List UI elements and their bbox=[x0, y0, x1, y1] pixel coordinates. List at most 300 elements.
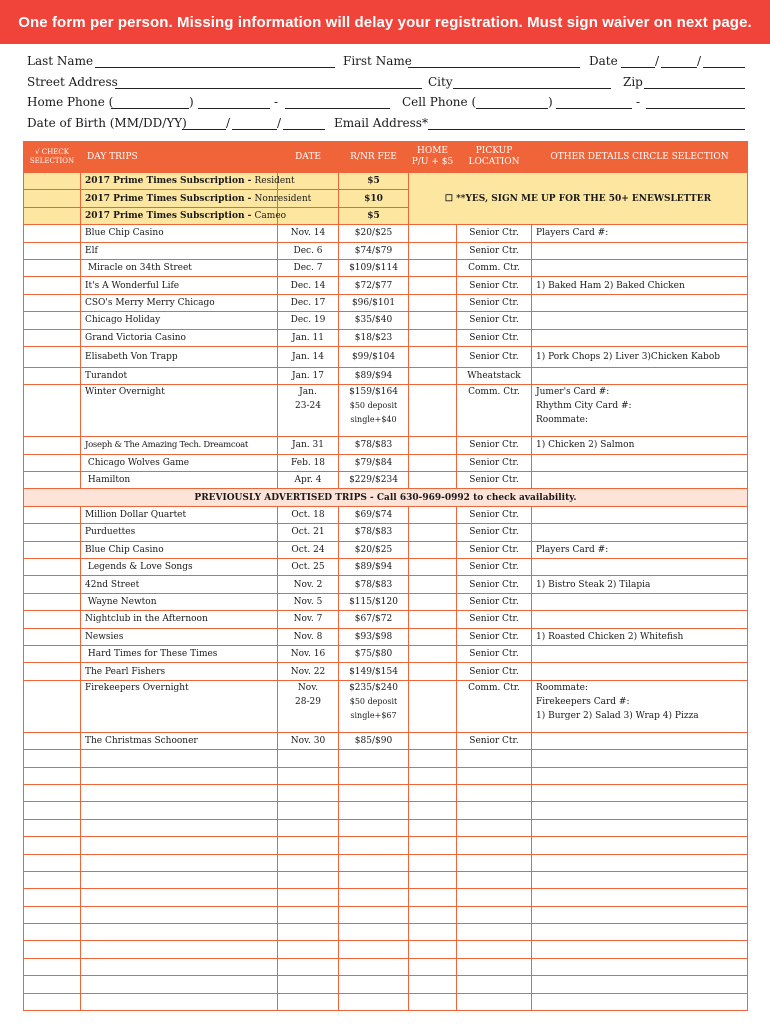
date-cell: Nov. 22 bbox=[278, 663, 339, 680]
date-cell: Feb. 18 bbox=[278, 454, 339, 471]
blank-cell[interactable] bbox=[24, 802, 81, 819]
previous-trips-banner-row bbox=[24, 489, 748, 506]
check-cell[interactable] bbox=[24, 645, 81, 662]
blank-cell[interactable] bbox=[409, 976, 457, 993]
details-cell[interactable]: Roommate: Firekeepers Card #: 1) Burger 2) Salad 3) Wrap 4) Pizza bbox=[532, 680, 748, 732]
blank-cell[interactable] bbox=[24, 958, 81, 975]
blank-rows bbox=[24, 750, 748, 1011]
blank-cell[interactable] bbox=[409, 906, 457, 923]
blank-cell[interactable] bbox=[278, 854, 339, 871]
check-cell[interactable] bbox=[24, 628, 81, 645]
blank-cell[interactable] bbox=[532, 750, 748, 767]
date-cell: Dec. 14 bbox=[278, 277, 339, 294]
blank-cell[interactable] bbox=[24, 767, 81, 784]
blank-cell[interactable] bbox=[24, 906, 81, 923]
details-cell[interactable]: Players Card #: bbox=[532, 541, 748, 558]
blank-cell[interactable] bbox=[409, 889, 457, 906]
check-cell[interactable] bbox=[24, 294, 81, 311]
date-cell: Jan. 11 bbox=[278, 329, 339, 346]
home-pickup-cell[interactable] bbox=[409, 437, 457, 454]
blank-cell[interactable] bbox=[457, 837, 532, 854]
blank-cell[interactable] bbox=[339, 854, 409, 871]
address-row bbox=[27, 75, 745, 91]
fee-cell: $229/$234 bbox=[339, 472, 409, 489]
home-pickup-cell[interactable] bbox=[409, 559, 457, 576]
home-pickup-cell[interactable] bbox=[409, 225, 457, 242]
table-row bbox=[24, 541, 748, 558]
blank-cell[interactable] bbox=[81, 837, 278, 854]
blank-cell[interactable] bbox=[457, 889, 532, 906]
check-cell[interactable] bbox=[24, 541, 81, 558]
home-pickup-cell[interactable] bbox=[409, 576, 457, 593]
check-cell[interactable] bbox=[24, 312, 81, 329]
date-cell: Nov. 28-29 bbox=[278, 680, 339, 732]
previous-trips-banner: PREVIOUSLY ADVERTISED TRIPS - Call 630-969-0992 to check availability. bbox=[24, 489, 748, 506]
header-home-pickup: HOME P/U + $5 bbox=[409, 142, 457, 173]
date-cell: Nov. 8 bbox=[278, 628, 339, 645]
blank-cell[interactable] bbox=[339, 993, 409, 1010]
blank-cell[interactable] bbox=[339, 871, 409, 888]
blank-cell[interactable] bbox=[24, 819, 81, 836]
check-cell[interactable] bbox=[24, 173, 81, 190]
details-cell[interactable]: 1) Pork Chops 2) Liver 3)Chicken Kabob bbox=[532, 346, 748, 367]
check-cell[interactable] bbox=[24, 329, 81, 346]
trip-name: Legends & Love Songs bbox=[81, 559, 278, 576]
pickup-cell: Senior Ctr. bbox=[457, 541, 532, 558]
check-cell[interactable] bbox=[24, 242, 81, 259]
details-cell[interactable]: 1) Bistro Steak 2) Tilapia bbox=[532, 576, 748, 593]
blank-cell[interactable] bbox=[409, 993, 457, 1010]
check-cell[interactable] bbox=[24, 207, 81, 224]
blank-cell[interactable] bbox=[339, 750, 409, 767]
email-label: Email Address* bbox=[334, 116, 428, 130]
table-row bbox=[24, 559, 748, 576]
blank-cell[interactable] bbox=[339, 941, 409, 958]
details-cell[interactable]: Players Card #: bbox=[532, 225, 748, 242]
blank-cell[interactable] bbox=[278, 941, 339, 958]
header-check: √ CHECK SELECTION bbox=[24, 142, 81, 173]
blank-cell[interactable] bbox=[24, 750, 81, 767]
check-cell[interactable] bbox=[24, 524, 81, 541]
blank-cell[interactable] bbox=[278, 976, 339, 993]
check-cell[interactable] bbox=[24, 277, 81, 294]
blank-cell[interactable] bbox=[81, 767, 278, 784]
table-row bbox=[24, 329, 748, 346]
blank-cell[interactable] bbox=[409, 767, 457, 784]
blank-cell[interactable] bbox=[457, 854, 532, 871]
fee-cell: $115/$120 bbox=[339, 593, 409, 610]
blank-cell[interactable] bbox=[457, 941, 532, 958]
blank-cell[interactable] bbox=[24, 871, 81, 888]
first-name-field[interactable] bbox=[408, 67, 580, 68]
check-cell[interactable] bbox=[24, 663, 81, 680]
blank-cell[interactable] bbox=[339, 976, 409, 993]
blank-cell[interactable] bbox=[532, 958, 748, 975]
fee-cell: $10 bbox=[339, 190, 409, 207]
blank-cell[interactable] bbox=[81, 993, 278, 1010]
home-pickup-cell[interactable] bbox=[409, 680, 457, 732]
last-name-field[interactable] bbox=[95, 67, 335, 68]
details-cell[interactable] bbox=[532, 645, 748, 662]
blank-cell[interactable] bbox=[81, 802, 278, 819]
blank-cell[interactable] bbox=[339, 889, 409, 906]
trip-name: Elf bbox=[81, 242, 278, 259]
check-cell[interactable] bbox=[24, 611, 81, 628]
blank-cell[interactable] bbox=[339, 784, 409, 801]
check-cell[interactable] bbox=[24, 190, 81, 207]
fee-cell: $93/$98 bbox=[339, 628, 409, 645]
date-cell: Apr. 4 bbox=[278, 472, 339, 489]
pickup-cell: Senior Ctr. bbox=[457, 524, 532, 541]
blank-cell[interactable] bbox=[24, 924, 81, 941]
home-pickup-cell[interactable] bbox=[409, 242, 457, 259]
blank-cell[interactable] bbox=[24, 993, 81, 1010]
details-cell[interactable] bbox=[532, 367, 748, 384]
check-cell[interactable] bbox=[24, 346, 81, 367]
home-pickup-cell[interactable] bbox=[409, 628, 457, 645]
email-field[interactable] bbox=[428, 129, 745, 130]
check-cell[interactable] bbox=[24, 732, 81, 749]
home-pickup-cell[interactable] bbox=[409, 454, 457, 471]
check-cell[interactable] bbox=[24, 506, 81, 523]
blank-cell[interactable] bbox=[81, 958, 278, 975]
home-pickup-cell[interactable] bbox=[409, 312, 457, 329]
trip-name: The Christmas Schooner bbox=[81, 732, 278, 749]
blank-cell[interactable] bbox=[81, 889, 278, 906]
blank-cell[interactable] bbox=[409, 819, 457, 836]
home-pickup-cell[interactable] bbox=[409, 329, 457, 346]
zip-label: Zip bbox=[623, 75, 643, 89]
blank-cell[interactable] bbox=[532, 767, 748, 784]
trip-name: Nightclub in the Afternoon bbox=[81, 611, 278, 628]
street-field[interactable] bbox=[115, 88, 422, 89]
blank-cell[interactable] bbox=[457, 819, 532, 836]
home-pickup-cell[interactable] bbox=[409, 385, 457, 437]
home-pickup-cell[interactable] bbox=[409, 611, 457, 628]
blank-cell[interactable] bbox=[457, 993, 532, 1010]
home-phone-prefix-field[interactable] bbox=[198, 108, 270, 109]
newsletter-signup[interactable]: ☐ **YES, SIGN ME UP FOR THE 50+ ENEWSLETTER bbox=[409, 173, 748, 225]
blank-cell[interactable] bbox=[339, 819, 409, 836]
blank-cell[interactable] bbox=[409, 871, 457, 888]
date-month-field[interactable] bbox=[621, 67, 655, 68]
home-pickup-cell[interactable] bbox=[409, 506, 457, 523]
blank-cell[interactable] bbox=[532, 871, 748, 888]
pickup-cell: Senior Ctr. bbox=[457, 454, 532, 471]
details-cell[interactable] bbox=[532, 259, 748, 276]
blank-cell[interactable] bbox=[532, 784, 748, 801]
check-cell[interactable] bbox=[24, 576, 81, 593]
fee-cell: $69/$74 bbox=[339, 506, 409, 523]
date-cell: Oct. 21 bbox=[278, 524, 339, 541]
blank-cell[interactable] bbox=[278, 802, 339, 819]
check-cell[interactable] bbox=[24, 454, 81, 471]
home-phone-area-field[interactable] bbox=[111, 108, 189, 109]
table-row bbox=[24, 277, 748, 294]
pickup-cell: Senior Ctr. bbox=[457, 329, 532, 346]
home-pickup-cell[interactable] bbox=[409, 472, 457, 489]
blank-cell[interactable] bbox=[81, 906, 278, 923]
pickup-cell: Senior Ctr. bbox=[457, 559, 532, 576]
blank-row bbox=[24, 889, 748, 906]
home-pickup-cell[interactable] bbox=[409, 294, 457, 311]
blank-cell[interactable] bbox=[81, 854, 278, 871]
trip-name: Chicago Wolves Game bbox=[81, 454, 278, 471]
blank-cell[interactable] bbox=[278, 784, 339, 801]
header-fee: R/NR FEE bbox=[339, 142, 409, 173]
blank-cell[interactable] bbox=[278, 750, 339, 767]
pickup-cell: Wheatstack bbox=[457, 367, 532, 384]
blank-cell[interactable] bbox=[339, 924, 409, 941]
home-phone-line-field[interactable] bbox=[285, 108, 390, 109]
blank-cell[interactable] bbox=[532, 924, 748, 941]
check-cell[interactable] bbox=[24, 437, 81, 454]
blank-cell[interactable] bbox=[24, 784, 81, 801]
details-cell[interactable] bbox=[532, 732, 748, 749]
details-cell[interactable] bbox=[532, 329, 748, 346]
pickup-cell: Comm. Ctr. bbox=[457, 680, 532, 732]
blank-cell[interactable] bbox=[278, 924, 339, 941]
trip-name: Million Dollar Quartet bbox=[81, 506, 278, 523]
details-cell[interactable] bbox=[532, 663, 748, 680]
blank-row bbox=[24, 924, 748, 941]
home-pickup-cell[interactable] bbox=[409, 524, 457, 541]
trip-name: Blue Chip Casino bbox=[81, 225, 278, 242]
blank-cell[interactable] bbox=[81, 750, 278, 767]
blank-cell[interactable] bbox=[24, 837, 81, 854]
blank-cell[interactable] bbox=[532, 906, 748, 923]
pickup-cell: Senior Ctr. bbox=[457, 294, 532, 311]
blank-cell[interactable] bbox=[409, 750, 457, 767]
date-cell: Nov. 7 bbox=[278, 611, 339, 628]
blank-cell[interactable] bbox=[457, 924, 532, 941]
blank-cell[interactable] bbox=[409, 784, 457, 801]
trip-name: 2017 Prime Times Subscription - Nonresident bbox=[81, 190, 278, 207]
blank-row bbox=[24, 976, 748, 993]
cell-phone-line-field[interactable] bbox=[646, 108, 745, 109]
blank-cell[interactable] bbox=[532, 837, 748, 854]
blank-cell[interactable] bbox=[532, 941, 748, 958]
blank-cell[interactable] bbox=[81, 784, 278, 801]
details-cell[interactable]: 1) Chicken 2) Salmon bbox=[532, 437, 748, 454]
blank-cell[interactable] bbox=[339, 837, 409, 854]
details-cell[interactable]: 1) Baked Ham 2) Baked Chicken bbox=[532, 277, 748, 294]
fee-cell: $159/$164 $50 deposit single+$40 bbox=[339, 385, 409, 437]
blank-cell[interactable] bbox=[81, 871, 278, 888]
blank-cell[interactable] bbox=[24, 854, 81, 871]
details-cell[interactable] bbox=[532, 559, 748, 576]
header-pickup-location: PICKUP LOCATION bbox=[457, 142, 532, 173]
check-cell[interactable] bbox=[24, 593, 81, 610]
date-cell: Jan. 17 bbox=[278, 367, 339, 384]
date-cell: Oct. 18 bbox=[278, 506, 339, 523]
check-cell[interactable] bbox=[24, 472, 81, 489]
check-cell[interactable] bbox=[24, 225, 81, 242]
table-row bbox=[24, 367, 748, 384]
blank-cell[interactable] bbox=[409, 854, 457, 871]
blank-cell[interactable] bbox=[81, 924, 278, 941]
check-cell[interactable] bbox=[24, 367, 81, 384]
pickup-cell: Senior Ctr. bbox=[457, 277, 532, 294]
header-trip: DAY TRIPS bbox=[81, 142, 278, 173]
fee-cell: $85/$90 bbox=[339, 732, 409, 749]
check-cell[interactable] bbox=[24, 680, 81, 732]
blank-cell[interactable] bbox=[278, 958, 339, 975]
blank-cell[interactable] bbox=[409, 802, 457, 819]
blank-row bbox=[24, 941, 748, 958]
pickup-cell: Senior Ctr. bbox=[457, 242, 532, 259]
blank-cell[interactable] bbox=[81, 819, 278, 836]
details-cell[interactable] bbox=[532, 472, 748, 489]
trip-name: Wayne Newton bbox=[81, 593, 278, 610]
blank-cell[interactable] bbox=[81, 976, 278, 993]
date-cell: Nov. 16 bbox=[278, 645, 339, 662]
fee-cell: $75/$80 bbox=[339, 645, 409, 662]
blank-cell[interactable] bbox=[457, 767, 532, 784]
date-slash: / bbox=[697, 54, 702, 68]
blank-row bbox=[24, 958, 748, 975]
fee-cell: $235/$240 $50 deposit single+$67 bbox=[339, 680, 409, 732]
dob-year-field[interactable] bbox=[283, 129, 325, 130]
fee-cell: $20/$25 bbox=[339, 225, 409, 242]
trip-name: CSO's Merry Merry Chicago bbox=[81, 294, 278, 311]
blank-cell[interactable] bbox=[457, 871, 532, 888]
blank-cell[interactable] bbox=[278, 871, 339, 888]
blank-cell[interactable] bbox=[457, 750, 532, 767]
home-pickup-cell[interactable] bbox=[409, 346, 457, 367]
cell-phone-prefix-field[interactable] bbox=[556, 108, 632, 109]
blank-cell[interactable] bbox=[532, 889, 748, 906]
blank-cell[interactable] bbox=[409, 941, 457, 958]
date-cell: Nov. 5 bbox=[278, 593, 339, 610]
blank-cell[interactable] bbox=[81, 941, 278, 958]
blank-cell[interactable] bbox=[278, 837, 339, 854]
blank-cell[interactable] bbox=[339, 958, 409, 975]
dob-day-field[interactable] bbox=[232, 129, 277, 130]
details-cell[interactable] bbox=[532, 593, 748, 610]
dob-month-field[interactable] bbox=[182, 129, 226, 130]
date-day-field[interactable] bbox=[661, 67, 697, 68]
blank-cell[interactable] bbox=[278, 906, 339, 923]
fee-cell: $18/$23 bbox=[339, 329, 409, 346]
pickup-cell: Senior Ctr. bbox=[457, 593, 532, 610]
date-cell: Nov. 14 bbox=[278, 225, 339, 242]
trip-name: Elisabeth Von Trapp bbox=[81, 346, 278, 367]
trip-name: 2017 Prime Times Subscription - Resident bbox=[81, 173, 278, 190]
blank-cell[interactable] bbox=[457, 802, 532, 819]
blank-cell[interactable] bbox=[278, 889, 339, 906]
trip-name: Joseph & The Amazing Tech. Dreamcoat bbox=[81, 437, 278, 454]
blank-cell[interactable] bbox=[278, 993, 339, 1010]
blank-cell[interactable] bbox=[409, 924, 457, 941]
details-cell[interactable] bbox=[532, 454, 748, 471]
blank-cell[interactable] bbox=[532, 976, 748, 993]
fee-cell: $78/$83 bbox=[339, 576, 409, 593]
blank-cell[interactable] bbox=[339, 767, 409, 784]
first-name-label: First Name bbox=[343, 54, 412, 68]
blank-cell[interactable] bbox=[457, 976, 532, 993]
details-cell[interactable] bbox=[532, 294, 748, 311]
blank-cell[interactable] bbox=[24, 976, 81, 993]
fee-cell: $74/$79 bbox=[339, 242, 409, 259]
blank-cell[interactable] bbox=[24, 889, 81, 906]
blank-cell[interactable] bbox=[532, 993, 748, 1010]
city-field[interactable] bbox=[453, 88, 611, 89]
cell-phone-area-field[interactable] bbox=[476, 108, 548, 109]
home-pickup-cell[interactable] bbox=[409, 541, 457, 558]
details-cell[interactable] bbox=[532, 611, 748, 628]
fee-cell: $109/$114 bbox=[339, 259, 409, 276]
table-row bbox=[24, 732, 748, 749]
table-row bbox=[24, 454, 748, 471]
table-row bbox=[24, 680, 748, 732]
fee-cell: $20/$25 bbox=[339, 541, 409, 558]
fee-cell: $67/$72 bbox=[339, 611, 409, 628]
fee-cell: $72/$77 bbox=[339, 277, 409, 294]
blank-cell[interactable] bbox=[532, 854, 748, 871]
zip-field[interactable] bbox=[644, 88, 745, 89]
blank-cell[interactable] bbox=[409, 837, 457, 854]
home-pickup-cell[interactable] bbox=[409, 259, 457, 276]
details-cell[interactable] bbox=[532, 524, 748, 541]
home-pickup-cell[interactable] bbox=[409, 593, 457, 610]
home-pickup-cell[interactable] bbox=[409, 645, 457, 662]
date-cell: Jan. 31 bbox=[278, 437, 339, 454]
table-row bbox=[24, 472, 748, 489]
blank-cell[interactable] bbox=[278, 819, 339, 836]
blank-cell[interactable] bbox=[278, 767, 339, 784]
dob-label: Date of Birth (MM/DD/YY) bbox=[27, 116, 187, 130]
blank-cell[interactable] bbox=[457, 784, 532, 801]
date-cell: Jan. 23-24 bbox=[278, 385, 339, 437]
blank-cell[interactable] bbox=[457, 958, 532, 975]
trip-name: Firekeepers Overnight bbox=[81, 680, 278, 732]
home-pickup-cell[interactable] bbox=[409, 367, 457, 384]
date-slash: / bbox=[655, 54, 660, 68]
check-cell[interactable] bbox=[24, 559, 81, 576]
blank-cell[interactable] bbox=[24, 941, 81, 958]
blank-cell[interactable] bbox=[532, 819, 748, 836]
trip-name: 2017 Prime Times Subscription - Cameo bbox=[81, 207, 278, 224]
check-cell[interactable] bbox=[24, 259, 81, 276]
pickup-cell: Senior Ctr. bbox=[457, 312, 532, 329]
blank-cell[interactable] bbox=[457, 906, 532, 923]
home-pickup-cell[interactable] bbox=[409, 732, 457, 749]
home-pickup-cell[interactable] bbox=[409, 277, 457, 294]
date-year-field[interactable] bbox=[703, 67, 745, 68]
blank-cell[interactable] bbox=[409, 958, 457, 975]
details-cell[interactable] bbox=[532, 312, 748, 329]
dash: - bbox=[274, 95, 279, 109]
trip-name: Miracle on 34th Street bbox=[81, 259, 278, 276]
details-cell[interactable]: Jumer's Card #: Rhythm City Card #: Roommate: bbox=[532, 385, 748, 437]
phone-row bbox=[27, 95, 745, 111]
details-cell[interactable] bbox=[532, 506, 748, 523]
name-row bbox=[27, 54, 745, 70]
blank-cell[interactable] bbox=[339, 802, 409, 819]
blank-row bbox=[24, 784, 748, 801]
blank-cell[interactable] bbox=[339, 906, 409, 923]
paren: ) bbox=[548, 95, 553, 109]
details-cell[interactable] bbox=[532, 242, 748, 259]
details-cell[interactable]: 1) Roasted Chicken 2) Whitefish bbox=[532, 628, 748, 645]
table-row bbox=[24, 628, 748, 645]
table-row bbox=[24, 225, 748, 242]
check-cell[interactable] bbox=[24, 385, 81, 437]
home-pickup-cell[interactable] bbox=[409, 663, 457, 680]
blank-cell[interactable] bbox=[532, 802, 748, 819]
header-details: OTHER DETAILS CIRCLE SELECTION bbox=[532, 142, 748, 173]
